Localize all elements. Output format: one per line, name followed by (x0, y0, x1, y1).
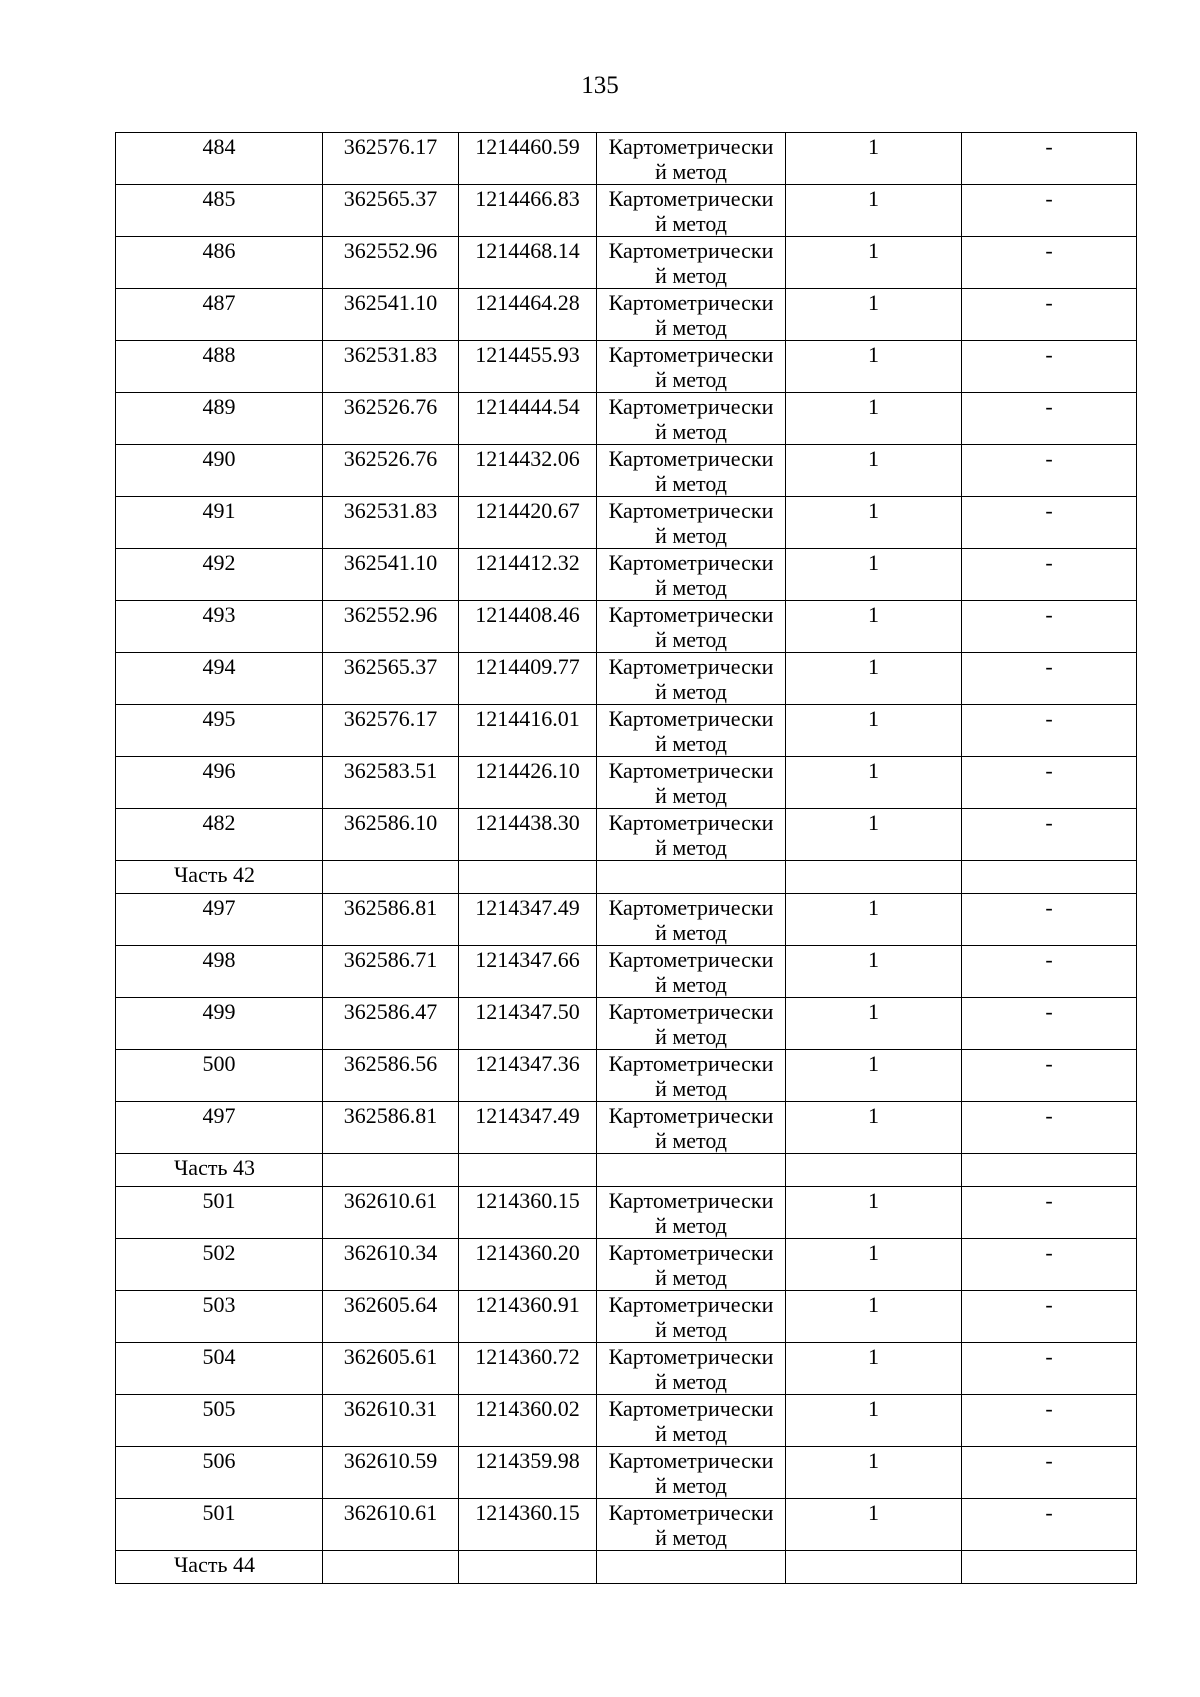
y-coordinate-cell: 1214412.32 (459, 549, 597, 601)
point-number-cell: 489 (116, 393, 323, 445)
method-text-line1: Картометрически (608, 134, 774, 159)
point-number-cell: 497 (116, 894, 323, 946)
point-number-cell: 490 (116, 445, 323, 497)
method-cell (597, 1102, 786, 1154)
accuracy-cell: 1 (786, 1291, 962, 1343)
table-row (116, 601, 1137, 653)
table-row (116, 133, 1137, 185)
method-text-line1: Картометрически (608, 342, 774, 367)
accuracy-cell: 1 (786, 341, 962, 393)
accuracy-cell: 1 (786, 1447, 962, 1499)
note-cell: - (962, 185, 1137, 237)
x-coordinate-cell: 362552.96 (323, 237, 459, 289)
method-text-line1: Картометрически (608, 1448, 774, 1473)
point-number-cell: 496 (116, 757, 323, 809)
method-cell (597, 393, 786, 445)
point-number-cell: 495 (116, 705, 323, 757)
x-coordinate-cell: 362610.61 (323, 1187, 459, 1239)
method-cell (597, 1187, 786, 1239)
point-number-cell: 502 (116, 1239, 323, 1291)
method-cell (597, 497, 786, 549)
table-row (116, 705, 1137, 757)
note-cell: - (962, 1499, 1137, 1551)
method-text-line2: й метод (655, 627, 727, 652)
note-cell: - (962, 497, 1137, 549)
table-row (116, 653, 1137, 705)
empty-cell (786, 1551, 962, 1584)
accuracy-cell: 1 (786, 289, 962, 341)
note-cell: - (962, 1447, 1137, 1499)
table-row (116, 341, 1137, 393)
table-row (116, 946, 1137, 998)
y-coordinate-cell: 1214360.91 (459, 1291, 597, 1343)
accuracy-cell: 1 (786, 653, 962, 705)
y-coordinate-cell: 1214347.36 (459, 1050, 597, 1102)
y-coordinate-cell: 1214360.15 (459, 1187, 597, 1239)
method-cell (597, 549, 786, 601)
note-cell: - (962, 341, 1137, 393)
accuracy-cell: 1 (786, 1050, 962, 1102)
method-cell (597, 653, 786, 705)
point-number-cell: 497 (116, 1102, 323, 1154)
note-cell: - (962, 445, 1137, 497)
table-row (116, 289, 1137, 341)
method-cell (597, 445, 786, 497)
accuracy-cell: 1 (786, 894, 962, 946)
empty-cell (323, 1551, 459, 1584)
accuracy-cell: 1 (786, 445, 962, 497)
method-text-line2: й метод (655, 1317, 727, 1342)
method-text-line2: й метод (655, 263, 727, 288)
part-header-row (116, 861, 1137, 894)
method-text-line1: Картометрически (608, 706, 774, 731)
y-coordinate-cell: 1214455.93 (459, 341, 597, 393)
method-cell (597, 757, 786, 809)
x-coordinate-cell: 362541.10 (323, 289, 459, 341)
accuracy-cell: 1 (786, 1499, 962, 1551)
y-coordinate-cell: 1214416.01 (459, 705, 597, 757)
accuracy-cell: 1 (786, 705, 962, 757)
method-text-line1: Картометрически (608, 1188, 774, 1213)
empty-cell (962, 1551, 1137, 1584)
note-cell: - (962, 705, 1137, 757)
accuracy-cell: 1 (786, 998, 962, 1050)
method-text-line1: Картометрически (608, 186, 774, 211)
table-row (116, 185, 1137, 237)
method-cell (597, 1499, 786, 1551)
x-coordinate-cell: 362586.56 (323, 1050, 459, 1102)
y-coordinate-cell: 1214347.49 (459, 894, 597, 946)
part-label: Часть 44 (116, 1551, 323, 1584)
method-text-line1: Картометрически (608, 810, 774, 835)
coordinates-table (115, 132, 1137, 1584)
table-row (116, 1187, 1137, 1239)
method-text-line2: й метод (655, 367, 727, 392)
note-cell: - (962, 1102, 1137, 1154)
x-coordinate-cell: 362552.96 (323, 601, 459, 653)
x-coordinate-cell: 362531.83 (323, 341, 459, 393)
method-cell (597, 133, 786, 185)
accuracy-cell: 1 (786, 757, 962, 809)
method-text-line1: Картометрически (608, 550, 774, 575)
y-coordinate-cell: 1214464.28 (459, 289, 597, 341)
table-row (116, 757, 1137, 809)
method-text-line2: й метод (655, 419, 727, 444)
method-text-line2: й метод (655, 1076, 727, 1101)
method-text-line1: Картометрически (608, 1344, 774, 1369)
x-coordinate-cell: 362605.61 (323, 1343, 459, 1395)
empty-cell (962, 861, 1137, 894)
empty-cell (786, 861, 962, 894)
accuracy-cell: 1 (786, 393, 962, 445)
accuracy-cell: 1 (786, 185, 962, 237)
x-coordinate-cell: 362526.76 (323, 393, 459, 445)
table-row (116, 497, 1137, 549)
y-coordinate-cell: 1214359.98 (459, 1447, 597, 1499)
method-cell (597, 894, 786, 946)
empty-cell (597, 1154, 786, 1187)
y-coordinate-cell: 1214426.10 (459, 757, 597, 809)
method-cell (597, 341, 786, 393)
point-number-cell: 482 (116, 809, 323, 861)
x-coordinate-cell: 362565.37 (323, 653, 459, 705)
method-cell (597, 601, 786, 653)
table-row (116, 894, 1137, 946)
note-cell: - (962, 946, 1137, 998)
page-number: 135 (581, 72, 619, 99)
accuracy-cell: 1 (786, 497, 962, 549)
y-coordinate-cell: 1214438.30 (459, 809, 597, 861)
accuracy-cell: 1 (786, 1343, 962, 1395)
empty-cell (459, 1551, 597, 1584)
note-cell: - (962, 1187, 1137, 1239)
x-coordinate-cell: 362586.10 (323, 809, 459, 861)
note-cell: - (962, 1291, 1137, 1343)
method-cell (597, 1050, 786, 1102)
x-coordinate-cell: 362565.37 (323, 185, 459, 237)
method-text-line1: Картометрически (608, 1292, 774, 1317)
table-row (116, 445, 1137, 497)
method-cell (597, 705, 786, 757)
method-text-line1: Картометрически (608, 1103, 774, 1128)
table-row (116, 1499, 1137, 1551)
table-row (116, 1291, 1137, 1343)
part-header-row (116, 1154, 1137, 1187)
method-text-line1: Картометрически (608, 1051, 774, 1076)
point-number-cell: 500 (116, 1050, 323, 1102)
method-text-line1: Картометрически (608, 290, 774, 315)
empty-cell (459, 861, 597, 894)
coordinates-table-body (116, 133, 1137, 1584)
note-cell: - (962, 133, 1137, 185)
method-cell (597, 237, 786, 289)
method-text-line2: й метод (655, 471, 727, 496)
x-coordinate-cell: 362610.61 (323, 1499, 459, 1551)
point-number-cell: 499 (116, 998, 323, 1050)
table-row (116, 549, 1137, 601)
point-number-cell: 504 (116, 1343, 323, 1395)
empty-cell (597, 1551, 786, 1584)
point-number-cell: 488 (116, 341, 323, 393)
point-number-cell: 506 (116, 1447, 323, 1499)
point-number-cell: 485 (116, 185, 323, 237)
method-text-line1: Картометрически (608, 654, 774, 679)
method-cell (597, 946, 786, 998)
table-row (116, 237, 1137, 289)
method-text-line1: Картометрически (608, 238, 774, 263)
table-row (116, 809, 1137, 861)
method-text-line2: й метод (655, 1128, 727, 1153)
y-coordinate-cell: 1214360.20 (459, 1239, 597, 1291)
x-coordinate-cell: 362526.76 (323, 445, 459, 497)
y-coordinate-cell: 1214347.49 (459, 1102, 597, 1154)
x-coordinate-cell: 362541.10 (323, 549, 459, 601)
point-number-cell: 505 (116, 1395, 323, 1447)
accuracy-cell: 1 (786, 1395, 962, 1447)
y-coordinate-cell: 1214460.59 (459, 133, 597, 185)
point-number-cell: 484 (116, 133, 323, 185)
point-number-cell: 494 (116, 653, 323, 705)
method-text-line1: Картометрически (608, 895, 774, 920)
x-coordinate-cell: 362576.17 (323, 133, 459, 185)
y-coordinate-cell: 1214409.77 (459, 653, 597, 705)
empty-cell (323, 861, 459, 894)
method-text-line2: й метод (655, 1265, 727, 1290)
x-coordinate-cell: 362586.47 (323, 998, 459, 1050)
table-row (116, 1447, 1137, 1499)
x-coordinate-cell: 362583.51 (323, 757, 459, 809)
method-cell (597, 289, 786, 341)
accuracy-cell: 1 (786, 1187, 962, 1239)
empty-cell (459, 1154, 597, 1187)
part-label: Часть 42 (116, 861, 323, 894)
x-coordinate-cell: 362576.17 (323, 705, 459, 757)
point-number-cell: 501 (116, 1187, 323, 1239)
method-text-line2: й метод (655, 1213, 727, 1238)
method-text-line1: Картометрически (608, 394, 774, 419)
note-cell: - (962, 757, 1137, 809)
method-text-line2: й метод (655, 1421, 727, 1446)
method-text-line2: й метод (655, 783, 727, 808)
accuracy-cell: 1 (786, 601, 962, 653)
accuracy-cell: 1 (786, 1239, 962, 1291)
note-cell: - (962, 998, 1137, 1050)
method-text-line2: й метод (655, 575, 727, 600)
method-text-line2: й метод (655, 679, 727, 704)
y-coordinate-cell: 1214420.67 (459, 497, 597, 549)
x-coordinate-cell: 362605.64 (323, 1291, 459, 1343)
note-cell: - (962, 601, 1137, 653)
method-cell (597, 809, 786, 861)
accuracy-cell: 1 (786, 946, 962, 998)
accuracy-cell: 1 (786, 133, 962, 185)
y-coordinate-cell: 1214444.54 (459, 393, 597, 445)
method-text-line2: й метод (655, 972, 727, 997)
method-cell (597, 1291, 786, 1343)
note-cell: - (962, 1343, 1137, 1395)
method-text-line1: Картометрически (608, 758, 774, 783)
y-coordinate-cell: 1214360.02 (459, 1395, 597, 1447)
table-row (116, 1239, 1137, 1291)
empty-cell (597, 861, 786, 894)
x-coordinate-cell: 362531.83 (323, 497, 459, 549)
method-text-line1: Картометрически (608, 947, 774, 972)
y-coordinate-cell: 1214468.14 (459, 237, 597, 289)
y-coordinate-cell: 1214360.72 (459, 1343, 597, 1395)
note-cell: - (962, 237, 1137, 289)
accuracy-cell: 1 (786, 809, 962, 861)
method-text-line2: й метод (655, 1024, 727, 1049)
accuracy-cell: 1 (786, 549, 962, 601)
note-cell: - (962, 809, 1137, 861)
method-text-line1: Картометрически (608, 498, 774, 523)
x-coordinate-cell: 362610.59 (323, 1447, 459, 1499)
point-number-cell: 503 (116, 1291, 323, 1343)
table-row (116, 1395, 1137, 1447)
empty-cell (323, 1154, 459, 1187)
method-text-line2: й метод (655, 920, 727, 945)
empty-cell (786, 1154, 962, 1187)
x-coordinate-cell: 362586.81 (323, 894, 459, 946)
table-row (116, 1343, 1137, 1395)
y-coordinate-cell: 1214432.06 (459, 445, 597, 497)
note-cell: - (962, 393, 1137, 445)
method-text-line2: й метод (655, 523, 727, 548)
accuracy-cell: 1 (786, 237, 962, 289)
note-cell: - (962, 653, 1137, 705)
point-number-cell: 487 (116, 289, 323, 341)
y-coordinate-cell: 1214347.50 (459, 998, 597, 1050)
method-cell (597, 1447, 786, 1499)
method-text-line2: й метод (655, 731, 727, 756)
method-text-line2: й метод (655, 211, 727, 236)
x-coordinate-cell: 362586.81 (323, 1102, 459, 1154)
table-row (116, 998, 1137, 1050)
method-text-line2: й метод (655, 1369, 727, 1394)
method-text-line2: й метод (655, 1473, 727, 1498)
point-number-cell: 493 (116, 601, 323, 653)
note-cell: - (962, 289, 1137, 341)
y-coordinate-cell: 1214466.83 (459, 185, 597, 237)
method-cell (597, 1343, 786, 1395)
accuracy-cell: 1 (786, 1102, 962, 1154)
method-cell (597, 185, 786, 237)
method-text-line1: Картометрически (608, 1240, 774, 1265)
method-text-line2: й метод (655, 315, 727, 340)
method-text-line2: й метод (655, 159, 727, 184)
note-cell: - (962, 549, 1137, 601)
method-text-line1: Картометрически (608, 1396, 774, 1421)
note-cell: - (962, 1239, 1137, 1291)
method-cell (597, 998, 786, 1050)
table-row (116, 393, 1137, 445)
note-cell: - (962, 894, 1137, 946)
method-cell (597, 1395, 786, 1447)
method-text-line2: й метод (655, 835, 727, 860)
x-coordinate-cell: 362610.31 (323, 1395, 459, 1447)
method-text-line1: Картометрически (608, 602, 774, 627)
part-label: Часть 43 (116, 1154, 323, 1187)
note-cell: - (962, 1395, 1137, 1447)
y-coordinate-cell: 1214347.66 (459, 946, 597, 998)
point-number-cell: 492 (116, 549, 323, 601)
y-coordinate-cell: 1214360.15 (459, 1499, 597, 1551)
y-coordinate-cell: 1214408.46 (459, 601, 597, 653)
method-text-line1: Картометрически (608, 1500, 774, 1525)
note-cell: - (962, 1050, 1137, 1102)
point-number-cell: 501 (116, 1499, 323, 1551)
method-text-line1: Картометрически (608, 446, 774, 471)
x-coordinate-cell: 362610.34 (323, 1239, 459, 1291)
method-text-line2: й метод (655, 1525, 727, 1550)
table-row (116, 1102, 1137, 1154)
x-coordinate-cell: 362586.71 (323, 946, 459, 998)
table-row (116, 1050, 1137, 1102)
point-number-cell: 491 (116, 497, 323, 549)
method-cell (597, 1239, 786, 1291)
point-number-cell: 498 (116, 946, 323, 998)
method-text-line1: Картометрически (608, 999, 774, 1024)
empty-cell (962, 1154, 1137, 1187)
point-number-cell: 486 (116, 237, 323, 289)
part-header-row (116, 1551, 1137, 1584)
